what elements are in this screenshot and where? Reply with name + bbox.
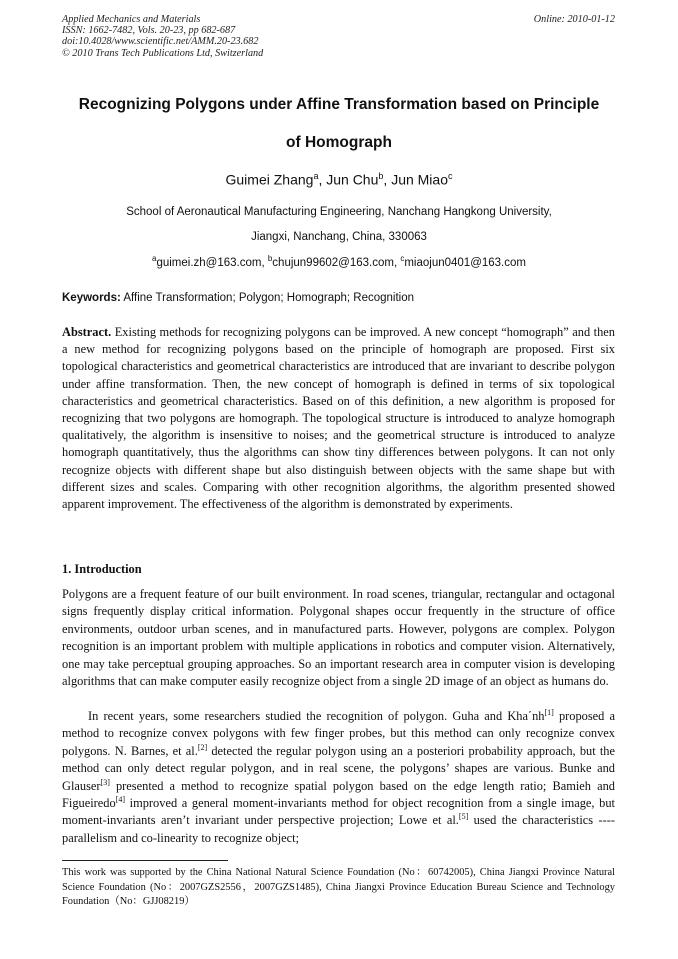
paper-title bbox=[50, 86, 628, 162]
email-address[interactable]: chujun99602@163.com bbox=[272, 256, 394, 269]
author-name: Guimei Zhang bbox=[225, 171, 314, 188]
email-address[interactable]: miaojun0401@163.com bbox=[404, 256, 526, 269]
paragraph-text: detected the regular polygon using an a posteriori probability approach, but the method can only detect regular polygon, and in real scene, the polygons’ shapes are various. Bunke and Glauser bbox=[62, 743, 615, 793]
citation-ref[interactable]: [4] bbox=[115, 794, 126, 804]
doi-line[interactable]: doi:10.4028/www.scientific.net/AMM.20-23.682 bbox=[62, 36, 259, 48]
email-sep: , bbox=[393, 256, 401, 269]
email-sep: , bbox=[261, 256, 268, 269]
affiliation-line-2: Jiangxi, Nanchang, China, 330063 bbox=[251, 231, 427, 243]
copyright-line: © 2010 Trans Tech Publications Ltd, Switzerland bbox=[62, 47, 264, 59]
keywords-label: Keywords: bbox=[62, 292, 121, 304]
email-sup: b bbox=[267, 254, 273, 263]
abstract-label: Abstract. bbox=[62, 325, 112, 339]
author-name: Jun Miao bbox=[391, 171, 448, 188]
abstract bbox=[62, 324, 615, 513]
author-sup: b bbox=[378, 171, 384, 181]
journal-name: Applied Mechanics and Materials bbox=[62, 14, 201, 25]
email-sup: c bbox=[400, 254, 405, 263]
online-date: Online: 2010-01-12 bbox=[533, 14, 615, 25]
title-line-1: Recognizing Polygons under Affine Transformation based on Principle bbox=[78, 96, 600, 113]
author-name: Jun Chu bbox=[326, 171, 379, 188]
keywords-text: Affine Transformation; Polygon; Homograph; Recognition bbox=[120, 292, 415, 304]
citation-ref[interactable]: [3] bbox=[100, 777, 110, 787]
issn-line: ISSN: 1662-7482, Vols. 20-23, pp 682-687 bbox=[62, 25, 236, 37]
affiliation bbox=[50, 200, 628, 250]
paragraph-text: proposed a method to recognize convex polygons with few finger probes, but this method can only recognize convex polygons. N. Barnes, et al. bbox=[62, 709, 615, 758]
author-sup: a bbox=[313, 171, 319, 181]
keywords bbox=[62, 290, 615, 306]
author-list bbox=[50, 167, 628, 189]
citation-ref[interactable]: [1] bbox=[544, 707, 554, 717]
footnote-rule bbox=[62, 860, 228, 861]
affiliation-line-1: School of Aeronautical Manufacturing Engineering, Nanchang Hangkong University, bbox=[126, 206, 552, 218]
email-list bbox=[50, 250, 628, 272]
author-sep: , bbox=[383, 171, 392, 188]
email-address[interactable]: guimei.zh@163.com bbox=[156, 256, 262, 269]
email-sup: a bbox=[152, 254, 157, 263]
journal-header bbox=[62, 14, 615, 59]
intro-paragraph-2 bbox=[62, 708, 615, 847]
paragraph-text: used the characteristics ----parallelism and co-linearity to recognize object; bbox=[62, 813, 615, 845]
author-sep: , bbox=[318, 171, 327, 188]
paragraph-text: improved a general moment-invariants method for object recognition from a single image, but moment-invariants aren’t invariant under perspective projection; Lowe et al. bbox=[62, 796, 615, 828]
citation-ref[interactable]: [2] bbox=[197, 742, 208, 752]
section-heading: 1. Introduction bbox=[62, 562, 142, 576]
paragraph-text: presented a method to recognize spatial polygon based on the edge length ratio; Bamieh and Figueiredo bbox=[62, 778, 615, 811]
author-sup: c bbox=[448, 171, 453, 181]
title-line-2: of Homograph bbox=[286, 134, 392, 151]
abstract-text: Existing methods for recognizing polygons can be improved. A new concept “homograph” and then a new method for recognizing polygons based on the principle of homograph are proposed. First six topological characteristics and geometrical characteristics are introduced that are invariant to describe polygon under affine transformation. Then, the new concept of homograph is defined in terms of six topological characteristics and geometrical characteristics. Based on of this definition, a new algorithm is proposed for recognizing that two polygons are homograph. The topological structure is introduced to analyze homograph qualitatively, the algorithm is insensitive to noises; and the geometrical structure is introduced to analyze homograph quantitatively, thus the algorithms can show tiny differences between polygons. It can not only recognize objects with different shape but also distinguish between objects with the same shape but with different sizes and scales. Comparing with other recognition algorithms, the algorithm presented showed apparent improvement. The effectiveness of the algorithm is demonstrated by experiments. bbox=[62, 325, 615, 512]
funding-footnote: This work was supported by the China National Natural Science Foundation (No：60742005), China Jiangxi Province Natural Science Foundation (No：2007GZS2556，2007GZS1485), China Jiangxi Province Education Bureau Science and Technology Foundation（No：GJJ08219） bbox=[62, 867, 615, 908]
paragraph-text: In recent years, some researchers studied the recognition of polygon. Guha and Kha΄nh bbox=[88, 709, 545, 723]
citation-ref[interactable]: [5] bbox=[458, 812, 469, 822]
intro-paragraph-1: Polygons are a frequent feature of our built environment. In road scenes, triangular, rectangular and octagonal signs frequently display critical information. Polygonal shapes occur frequently in the structure of office environments, outdoor urban scenes, and in manufactured parts. However, polygons are complex. Polygon recognition is an important problem with multiple applications in robotics and computer vision. Alternatively, one may take perceptual grouping approaches. So an important research area in computer vision is developing algorithms that can make computer easily recognize object from a single 2D image of an object as humans do. bbox=[62, 587, 615, 689]
